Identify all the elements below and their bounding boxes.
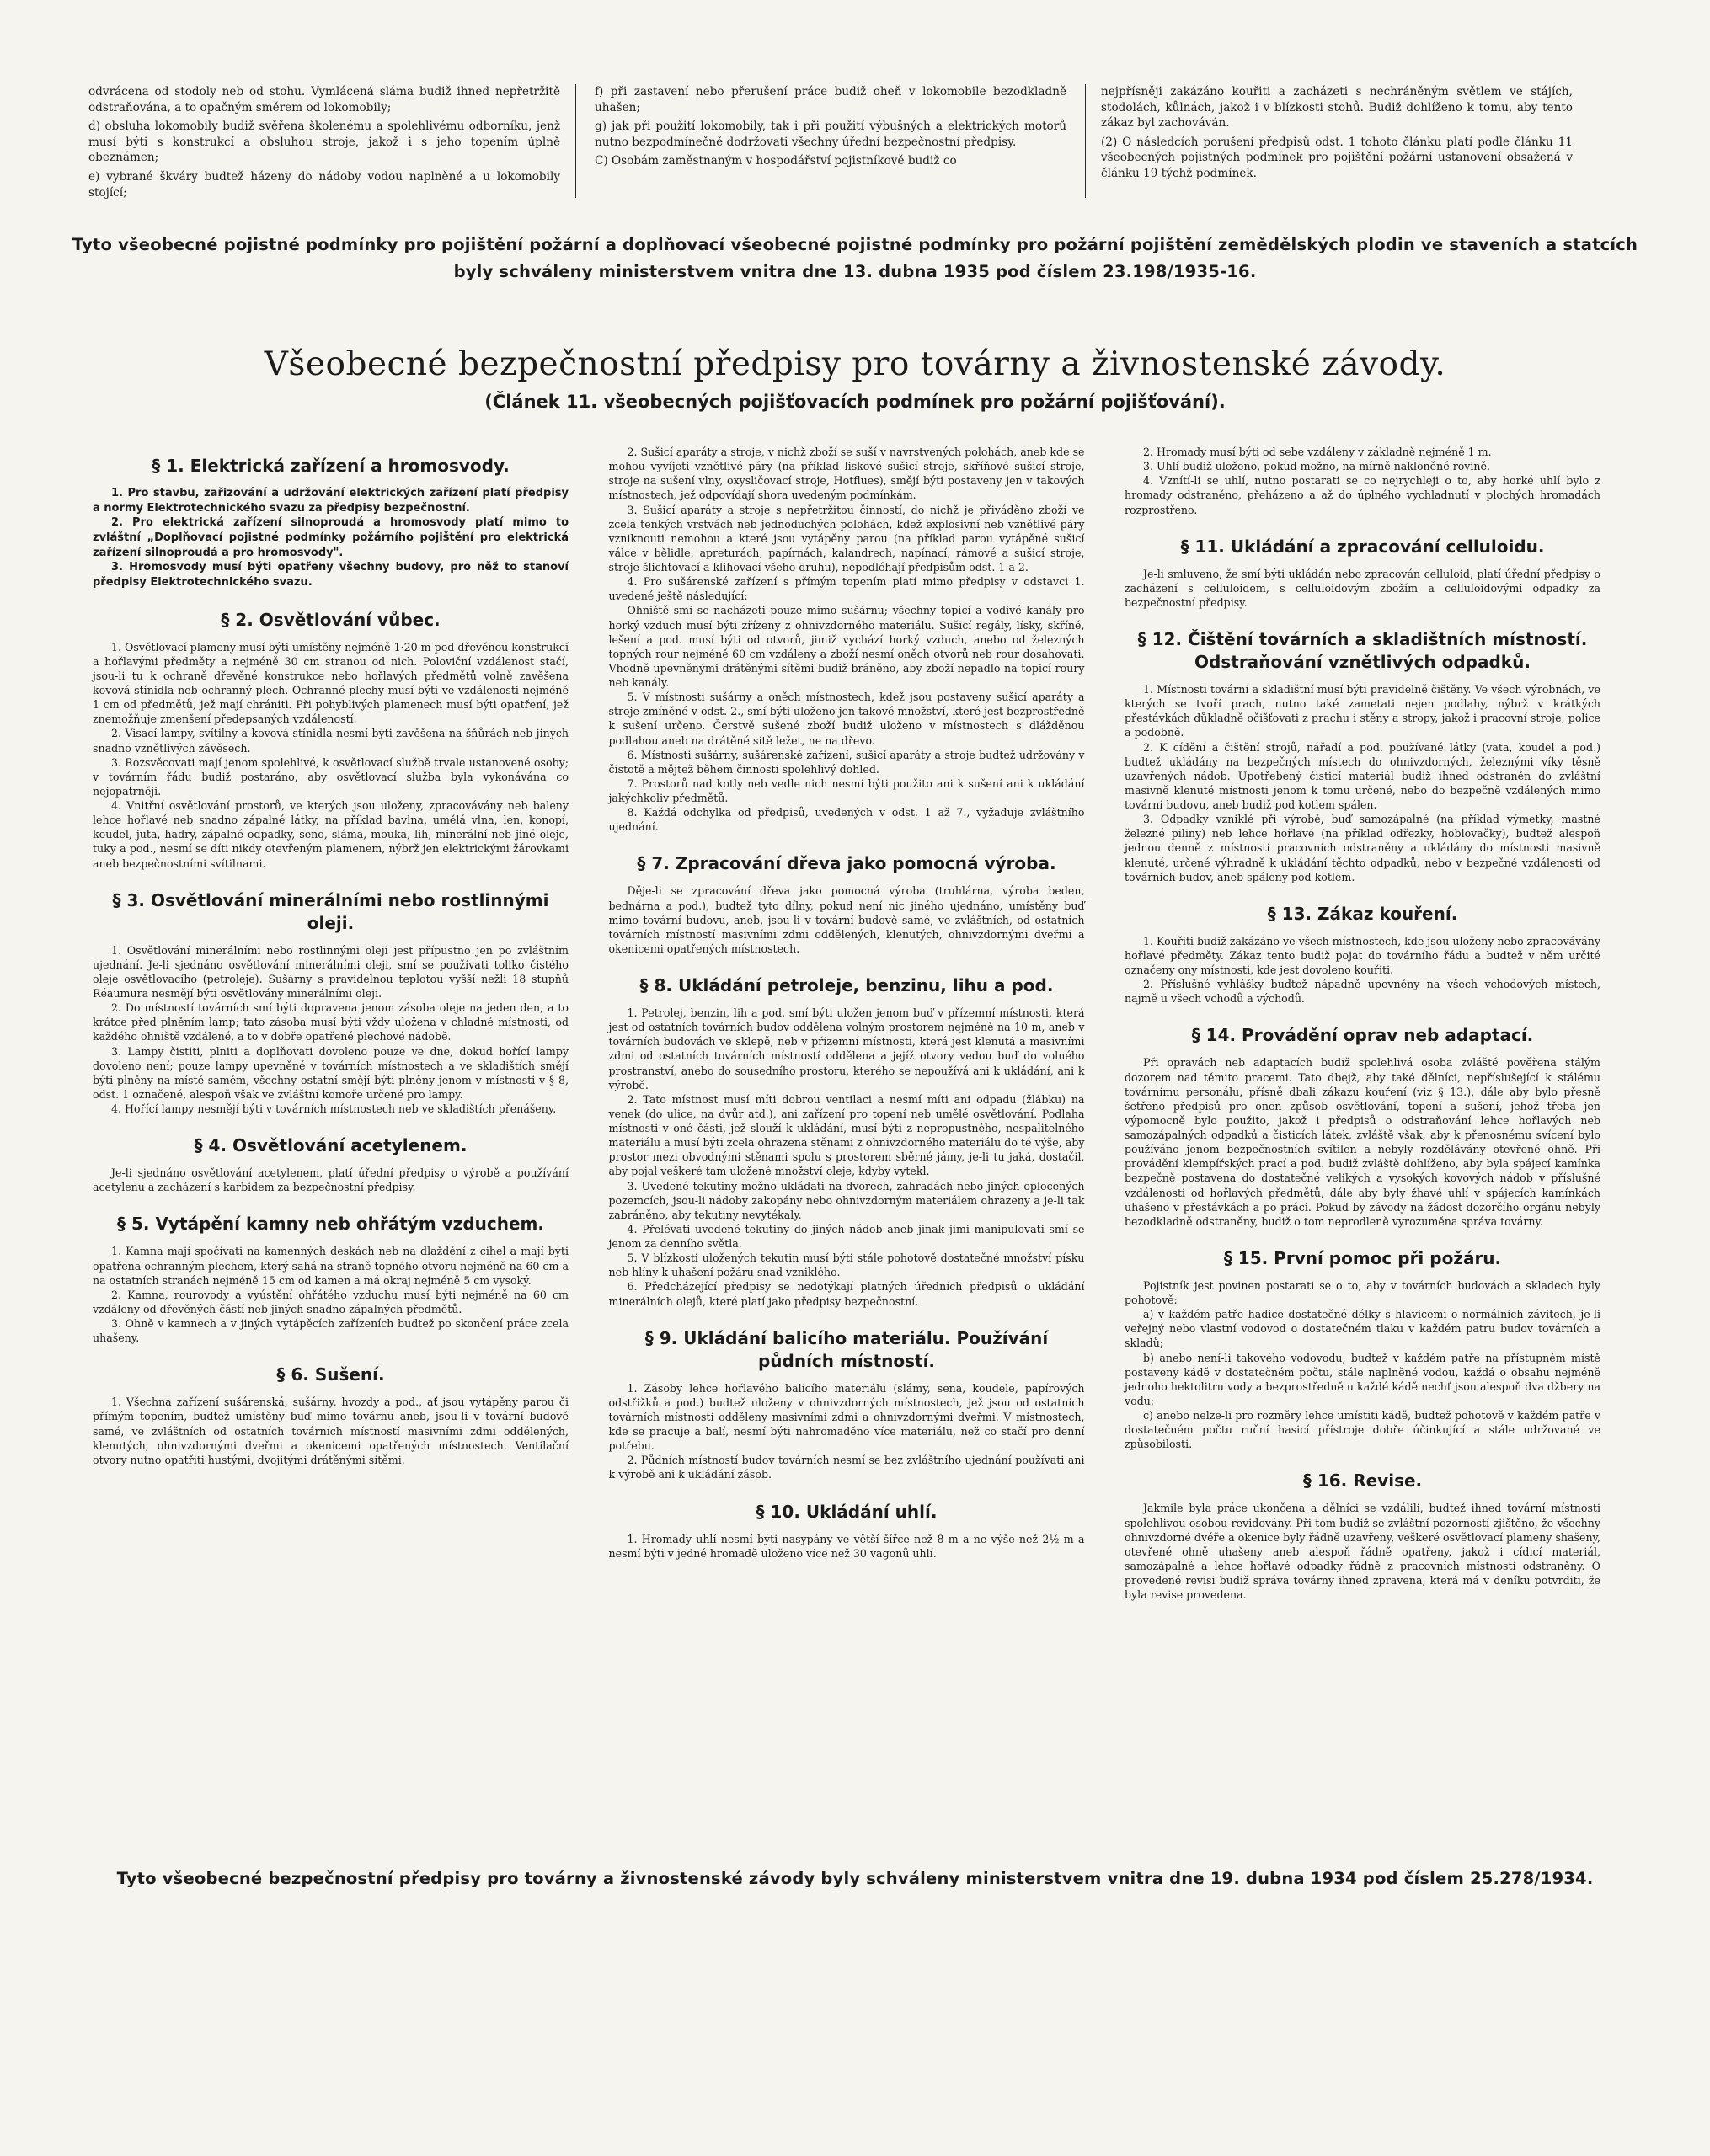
paragraph: Děje-li se zpracování dřeva jako pomocná výroba (truhlárna, výroba beden, bednárna a pod.), budtež tyto dílny, pokud není nic jiného ujednáno, umístěny buď mimo tovární budovu, aneb, jsou-li v tovární budově samé, ve zvláštních, od ostatních továrních místností masivními zdmi oddělených, klenutých, ohnivzdornými dveřmi a okenicemi opatřených místnostech.	[608, 884, 1085, 955]
column-left	[93, 445, 569, 1843]
paragraph: b) anebo není-li takového vodovodu, budtež v každém patře na přístupném místě postaveny kádě v dostatečném počtu, stále naplněné vodou, každá o obsahu nejméně jednoho hektolitru vody a bezprostředně u každé kádě nechť jsou alespoň dva džbery na vodu;	[1125, 1351, 1600, 1407]
section-heading: § 5. Vytápění kamny neb ohřátým vzduchem.	[117, 1214, 544, 1235]
paragraph: 4. Hořící lampy nesmějí býti v továrních místnostech neb ve skladištích přenášeny.	[111, 1102, 557, 1116]
paragraph: 2. Kamna, rourovody a vyústění ohřátého vzduchu musí býti nejméně na 60 cm vzdáleny od dřevěných částí neb jiných snadno zápalných předmětů.	[93, 1288, 569, 1315]
section-heading: § 8. Ukládání petroleje, benzinu, lihu a pod.	[639, 975, 1054, 995]
paragraph: 1. Pro stavbu, zařizování a udržování elektrických zařízení platí předpisy a normy Elektrotechnického svazu za předpisy bezpečnostní.	[93, 487, 569, 515]
paragraph: 8. Každá odchylka od předpisů, uvedených v odst. 1 až 7., vyžaduje zvláštního ujednání.	[608, 806, 1085, 834]
paragraph: 2. Pro elektrická zařízení silnoproudá a hromosvody platí mimo to zvláštní „Doplňovací pojistné podmínky požárního pojištění pro elektrická zařízení silnoproudá a pro hromosvody".	[93, 516, 569, 559]
paragraph: 1. Osvětlování minerálními nebo rostlinnými oleji jest přípustno jen po zvláštním ujednání. Je-li sjednáno osvětlování minerálními oleji, smí se používati toliko čistého oleje osvětlovacího (petroleje). Sušárny s pravidelnou teplotou vyšší nežli 18 stupňů Réaumura nesmějí býti osvětlovány minerálními oleji.	[93, 943, 569, 1001]
main-columns	[93, 445, 1600, 1843]
paragraph: 3. Uhlí budiž uloženo, pokud možno, na mírně nakloněné rovině.	[1143, 460, 1491, 473]
paragraph: 7. Prostorů nad kotly neb vedle nich nesmí býti použito ani k sušení ani k ukládání jakýchkoliv předmětů.	[608, 776, 1085, 804]
paragraph: 2. Příslušné vyhlášky budtež nápadně upevněny na všech vchodových místech, najmě u všech vchodů a východů.	[1125, 978, 1600, 1006]
paragraph: 3. Lampy čistiti, plniti a doplňovati dovoleno pouze ve dne, dokud hořící lampy dovoleno není; pouze lampy upevněné v továrních místnostech a ve skladištích smějí býti plněny na místě samém, všechny ostatní smějí býti plněny jenom v místnosti v § 8, odst. 1 označené, alespoň však ve zvláštní komoře určené pro lampy.	[93, 1044, 569, 1101]
paragraph: 2. Visací lampy, svítilny a kovová stínidla nesmí býti zavěšena na šňůrách neb jiných snadno vznětlivých závěsech.	[93, 727, 569, 755]
paragraph: 1. Petrolej, benzin, lih a pod. smí býti uložen jenom buď v přízemní místnosti, která jest od ostatních továrních budov oddělena volným prostorem nejméně na 10 m, aneb v továrních budovách ve sklepě, neb v přízemní místnosti, která jest klenutá a masivními zdmi od ostatních továrních místností oddělena a jejíž otvory vedou buď do volného prostranství, anebo do sousedního prostoru, kterého se nepoužívá ani k ukládání, ani k výrobě.	[608, 1006, 1085, 1091]
approval-note-bottom: Tyto všeobecné bezpečnostní předpisy pro továrny a živnostenské závody byly schváleny ministerstvem vnitra dne 19. dubna 1934 pod číslem 25.278/1934.	[116, 1869, 1594, 1888]
paragraph: 3. Uvedené tekutiny možno ukládati na dvorech, zahradách nebo jiných oplocených pozemcích, jsou-li nádoby zakopány nebo ohnivzdorným materiálem ohrazeny a je-li tak zabráněno, aby tekutiny nevytékaly.	[608, 1179, 1085, 1221]
paragraph: 5. V místnosti sušárny a oněch místnostech, kdež jsou postaveny sušicí aparáty a stroje zmíněné v odst. 2., smí býti uloženo jen takové množství, které jest bezprostředně k sušení určeno. Čerstvě sušené zboží budiž uloženo v místnostech s dlážděnou podlahou aneb na drátěné sítě ležet, ne na dřevo.	[608, 691, 1085, 747]
section-heading: § 13. Zákaz kouření.	[1267, 903, 1458, 924]
paragraph: 1. Místnosti tovární a skladištní musí býti pravidelně čištěny. Ve všech výrobnách, ve kterých se tvoří prach, nutno také zametati nejen podlahy, nýbrž v krátkých přestávkách důkladně očišťovati z prachu i stěny a stropy, jakož i pracovní stroje, police a podobně.	[1125, 683, 1600, 739]
top-column-1	[88, 84, 575, 198]
paragraph: 2. Sušicí aparáty a stroje, v nichž zboží se suší v navrstvených polohách, aneb kde se mohou vyvíjeti vznětlivé páry (na příklad liskové sušicí stroje, skříňové sušicí stroje, stroje na sušení vlny, oxysličovací stroje, Hotflues), smějí býti postaveny jen v takových místnostech, jež odpovídají shora uvedeným podmínkám.	[608, 446, 1085, 502]
paragraph: Ohniště smí se nacházeti pouze mimo sušárnu; všechny topicí a vodivé kanály pro horký vzduch musí býti zřízeny z ohnivzdorného materiálu. Sušicí regály, lísky, skříně, lešení a pod. musí býti od otvorů, jimiž vychází horký vzduch, anebo od železných topných rour nejméně 60 cm vzdáleny a zboží nesmí oněch otvorů neb rour dosahovati. Vhodně upevněnými drátěnými sítěmi budiž bráněno, aby zboží nepadlo na topicí roury neb kanály.	[608, 604, 1085, 689]
paragraph: Pojistník jest povinen postarati se o to, aby v továrních budovách a skladech byly pohotově:	[1125, 1278, 1600, 1306]
paragraph: 3. Rozsvěcovati mají jenom spolehlivé, k osvětlovací službě trvale ustanovené osoby; v továrním řádu budiž postaráno, aby osvětlovací služba byla vykonávána co nejopatrněji.	[93, 755, 569, 798]
paragraph: g) jak při použití lokomobily, tak i při použití výbušných a elektrických motorů nutno bezpodmínečně dodržovati všechny úřední bezpečnostní předpisy.	[595, 120, 1066, 149]
section-heading: § 7. Zpracování dřeva jako pomocná výroba.	[637, 853, 1056, 874]
paragraph: f) při zastavení nebo přerušení práce budiž oheň v lokomobile bezodkladně uhašen;	[595, 85, 1066, 115]
paragraph: (2) O následcích porušení předpisů odst. 1 tohoto článku platí podle článku 11 všeobecných pojistných podmínek pro pojištění požární ustanovení obsažená v článku 19 týchž podmínek.	[1101, 135, 1573, 181]
section-heading: § 16. Revise.	[1302, 1470, 1423, 1492]
paragraph: 1. Kamna mají spočívati na kamenných deskách neb na dlaždění z cihel a mají býti opatřena ochranným plechem, který sahá na straně topného otvoru nejméně na 60 cm a na ostatních stranách nejméně 15 cm od kamen a má okraj nejméně 5 cm vysoký.	[93, 1245, 569, 1287]
section-heading: § 11. Ukládání a zpracování celluloidu.	[1180, 536, 1545, 557]
section-heading: § 3. Osvětlování minerálními nebo rostlinnými oleji.	[112, 889, 549, 933]
section-heading: § 14. Provádění oprav neb adaptací.	[1191, 1025, 1534, 1046]
paragraph: e) vybrané škváry budtež házeny do nádoby vodou naplněné a u lokomobily stojící;	[88, 170, 560, 200]
top-continuation	[88, 84, 1600, 198]
section-heading: § 2. Osvětlování vůbec.	[221, 609, 441, 630]
paragraph: nejpřísněji zakázáno kouřiti a zacházeti s nechráněným světlem ve stájích, stodolách, kůlnách, jakož i v blízkosti stohů. Budiž dohlíženo k tomu, aby tento zákaz byl zachováván.	[1101, 85, 1573, 131]
paragraph: 1. Kouřiti budiž zakázáno ve všech místnostech, kde jsou uloženy nebo zpracovávány hořlavé předměty. Zákaz tento budiž pojat do továrního řádu a budtež v něm určité označeny ony místnosti, kde jest dovoleno kouřiti.	[1125, 934, 1600, 976]
paragraph: 6. Místnosti sušárny, sušárenské zařízení, sušicí aparáty a stroje budtež udržovány v čistotě a mějtež během činnosti spolehlivý dohled.	[608, 748, 1085, 776]
paragraph: 4. Pro sušárenské zařízení s přímým topením platí mimo předpisy v odstavci 1. uvedené ještě následující:	[608, 575, 1085, 603]
column-middle	[609, 445, 1085, 1843]
paragraph: 1. Zásoby lehce hořlavého balicího materiálu (slámy, sena, koudele, papírových odstřižků a pod.) budtež uloženy v ohnivzdorných místnostech, jež jsou od ostatních továrních místností odděleny masivními zdmi a ohnivzdornými dveřmi. V místnostech, kde se pracuje a balí, nesmí býti nahromaděno více materiálu, než co stačí pro denní potřebu.	[608, 1381, 1085, 1453]
page-title: Všeobecné bezpečnostní předpisy pro továrny a živnostenské závody.	[264, 345, 1446, 383]
paragraph: 2. Do místností továrních smí býti dopravena jenom zásoba oleje na jeden den, a to krátce před plněním lamp; tato zásoba musí býti vždy uložena v chladné místnosti, od každého ohniště vzdálené, a to v dobře opatřené plechové nádobě.	[93, 1001, 569, 1043]
paragraph: Při opravách neb adaptacích budiž spolehlivá osoba zvláště pověřena stálým dozorem nad těmito pracemi. Tato dbejž, aby také dělníci, nepříslušející k stálému továrnímu personálu, přísně dbali zákazu kouření (viz § 13.), dále aby bylo přesně šetřeno předpisů pro onen způsob osvětlování, topení a sušení, jehož třeba jen výpomocně bylo použito, jakož i předpisů o odstraňování lehce hořlavých neb samozápalných odpadků a čisticích látek, zvláště však, aby k přenosnému svícení bylo používáno jenom bezpečnostních svítilen a nebyly rozdělávány otevřené ohně. Při provádění klempířských prací a pod. budiž zvláště dohlíženo, aby byla spájecí kamínka bezpečně postavena do dostatečné velikých a vysokých kovových nádob v příslušné vzdálenosti od hořlavých předmětů, dále aby byly žhavé uhlí v spájecích kamínkách uhašeno v přestávkách a po práci. Pokud by závody na žádost dozorčího orgánu nebyly bezodkladně odstraněny, budiž o tom neprodleně vyrozuměna správa továrny.	[1125, 1056, 1600, 1228]
section-heading: § 1. Elektrická zařízení a hromosvody.	[152, 456, 510, 476]
section-heading: § 12. Čištění továrních a skladištních místností. Odstraňování vznětlivých odpadků.	[1137, 629, 1588, 672]
paragraph: 4. Vnitřní osvětlování prostorů, ve kterých jsou uloženy, zpracovávány neb baleny lehce hořlavé neb snadno zápalné látky, na příklad bavlna, umělá vlna, len, konopí, koudel, juta, hadry, zápalné odpadky, seno, sláma, mouka, lih, minerální neb jiné oleje, tuky a pod., nesmí se díti nikdy otevřeným plamenem, nýbrž jen elektrickými žárovkami aneb bezpečnostními svítilnami.	[93, 799, 569, 870]
paragraph: 3. Hromosvody musí býti opatřeny všechny budovy, pro něž to stanoví předpisy Elektrotechnického svazu.	[93, 561, 569, 590]
section-heading: § 10. Ukládání uhlí.	[756, 1501, 938, 1522]
paragraph: d) obsluha lokomobily budiž svěřena školenému a spolehlivému odborníku, jenž musí býti s konstrukcí a obsluhou stroje, jakož i s jeho topením úplně obeznámen;	[88, 120, 560, 165]
paragraph: 4. Přelévati uvedené tekutiny do jiných nádob aneb jinak jimi manipulovati smí se jenom za denního světla.	[608, 1222, 1085, 1250]
section-heading: § 15. První pomoc při požáru.	[1223, 1247, 1502, 1268]
paragraph: 3. Ohně v kamnech a v jiných vytápěcích zařízeních budtež po skončení práce zcela uhašeny.	[93, 1317, 569, 1345]
paragraph: C) Osobám zaměstnaným v hospodářství pojistníkově budiž co	[595, 154, 957, 168]
paragraph: 6. Předcházející předpisy se nedotýkají platných úředních předpisů o ukládání minerálních olejů, které platí jako předpisy bezpečnostní.	[608, 1280, 1085, 1308]
section-heading: § 6. Sušení.	[276, 1364, 385, 1385]
paragraph: 2. Tato místnost musí míti dobrou ventilaci a nesmí míti ani odpadu (žlábku) na venek (do ulice, na dvůr atd.), ani zařízení pro topení neb umělé osvětlování. Podlaha místnosti v oné části, jež slouží k ukládání, musí býti z nepropustného, nespalitelného materiálu a musí býti zcela ohrazena stěnami z ohnivzdorného materiálu do té výše, aby prostor mezi obvodnými stěnami spolu s prostorem sběrné jámy, je-li tu jaká, dostačil, aby pojal veškeré tam uložené množství oleje, kdyby vytekl.	[608, 1092, 1085, 1178]
paragraph: 2. Hromady musí býti od sebe vzdáleny v základně nejméně 1 m.	[1143, 446, 1492, 458]
paragraph: 1. Osvětlovací plameny musí býti umístěny nejméně 1·20 m pod dřevěnou konstrukcí a hořlavými předměty a nejméně 30 cm stranou od nich. Poloviční vzdálenost stačí, jsou-li tu k ochraně dřevěné konstrukce nebo hořlavých předmětů volně zavěšena kovová stínidla neb ochranný plech. Ochranné plechy musí býti ve vzdálenosti nejméně 1 cm od předmětů, jež mají chrániti. Při pohyblivých plamenech musí býti opatření, jež znemožňuje zmenšení předepsaných vzdáleností.	[93, 640, 569, 726]
paragraph: Je-li smluveno, že smí býti ukládán nebo zpracován celluloid, platí úřední předpisy o zacházení s celluloidem, s celluloidovým zbožím a celluloidovými odpadky za bezpečnostní předpisy.	[1125, 567, 1600, 609]
paragraph: 2. Půdních místností budov továrních nesmí se bez zvláštního ujednání používati ani k výrobě ani k ukládání zásob.	[608, 1454, 1085, 1481]
paragraph: 3. Odpadky vzniklé při výrobě, buď samozápalné (na příklad výmetky, mastné železné piliny) neb lehce hořlavé (na příklad odřezky, hoblovačky), budtež alespoň jednou denně z místností pracovních odstraněny a ukládány do místnosti masivně klenuté, určené výhradně k ukládání těchto odpadků, nebo v bezpečné vzdálenosti od továrních budov, aneb spáleny pod kotlem.	[1125, 813, 1600, 883]
paragraph: 2. K cídění a čištění strojů, nářadí a pod. používané látky (vata, koudel a pod.) budtež ukládány na bezpečných místech do ohnivzdorných, železnými víky těsně uzavřených nádob. Upotřebený čisticí materiál budiž ihned odstraněn do zvláštní masivně klenuté místnosti jenom k tomu určené, nebo do bezpečně vzdálených mimo tovární budovu, aneb budiž pod kotlem spálen.	[1125, 740, 1600, 811]
paragraph: 3. Sušicí aparáty a stroje s nepřetržitou činností, do nichž je přiváděno zboží ve zcela tenkých vrstvách neb jednoduchých polohách, kdež explosivní neb vznětlivé páry vzniknouti nemohou a které jsou vytápěny parou (na příklad parou vytápěné sušicí válce v bělidle, apreturách, papírnách, kalandrech, napínací, rámové a sušicí stroje, stroje šlichtovací a klihovací všeho druhu), nepodléhají předpisům odst. 1 a 2.	[608, 503, 1085, 574]
paragraph: 1. Všechna zařízení sušárenská, sušárny, hvozdy a pod., ať jsou vytápěny parou či přímým topením, budtež umístěny buď mimo továrnu aneb, jsou-li v tovární budově samé, ve zvláštních od ostatních továrních místností masivními zdmi oddělených, klenutých, ohnivzdornými dveřmi a okenicemi opatřených místnostech. Ventilační otvory nutno opatřiti hustými, dvojitými drátěnými sítěmi.	[93, 1396, 569, 1466]
page-subtitle: (Článek 11. všeobecných pojišťovacích podmínek pro požární pojišťování).	[484, 392, 1226, 412]
paragraph: Jakmile byla práce ukončena a dělníci se vzdálili, budtež ihned tovární místnosti spolehlivou osobou revidovány. Při tom budiž se zvláštní pozorností zjištěno, že všechny ohnivzdorné dvéře a okenice byly řádně uzavřeny, veškeré osvětlovací plameny shašeny, otevřené ohně uhašeny aneb alespoň řádně opatřeny, jakož i cídicí materiál, samozápalné a lehce hořlavé odpadky řádně z pracovních místností odstraněny. O provedené revisi budiž správa továrny ihned zpravena, která má v deníku potvrditi, že byla revise provedena.	[1125, 1502, 1600, 1602]
section-heading: § 4. Osvětlování acetylenem.	[194, 1135, 468, 1156]
top-column-2	[575, 84, 1086, 198]
paragraph: 1. Hromady uhlí nesmí býti nasypány ve větší šířce než 8 m a ne výše než 2½ m a nesmí býti v jedné hromadě uloženo více než 30 vagonů uhlí.	[608, 1532, 1085, 1560]
approval-note-top: Tyto všeobecné pojistné podmínky pro pojištění požární a doplňovací všeobecné pojistné podmínky pro požární pojištění zemědělských plodin ve staveních a statcích byly schváleny ministerstvem vnitra dne 13. dubna 1935 pod číslem 23.198/1935-16.	[72, 235, 1638, 282]
column-right	[1125, 445, 1600, 1843]
paragraph: c) anebo nelze-li pro rozměry lehce umístiti kádě, budtež pohotově v každém patře v dostatečném počtu ruční hasicí přístroje dobře účinkující a stále udržované ve způsobilosti.	[1125, 1409, 1600, 1451]
paragraph: Je-li sjednáno osvětlování acetylenem, platí úřední předpisy o výrobě a používání acetylenu a zacházení s karbidem za bezpečnostní předpisy.	[93, 1166, 569, 1194]
paragraph: odvrácena od stodoly neb od stohu. Vymlácená sláma budiž ihned nepřetržitě odstraňována, a to opačným směrem od lokomobily;	[88, 85, 560, 115]
paragraph: 4. Vznítí-li se uhlí, nutno postarati se co nejrychleji o to, aby horké uhlí bylo z hromady odstraněno, přeházeno a až do úplného vychladnutí v plochých hromadách rozprostřeno.	[1125, 474, 1600, 516]
section-heading: § 9. Ukládání balicího materiálu. Používání půdních místností.	[644, 1327, 1049, 1371]
paragraph: a) v každém patře hadice dostatečné délky s hlavicemi o normálních závitech, je-li veřejný nebo vlastní vodovod o dostatečném tlaku v každém patru budov továrních a skladů;	[1125, 1308, 1600, 1350]
paragraph: 5. V blízkosti uložených tekutin musí býti stále pohotově dostatečné množství písku neb hlíny k uhašení požáru snad vzniklého.	[608, 1251, 1085, 1279]
top-column-3	[1086, 84, 1588, 198]
